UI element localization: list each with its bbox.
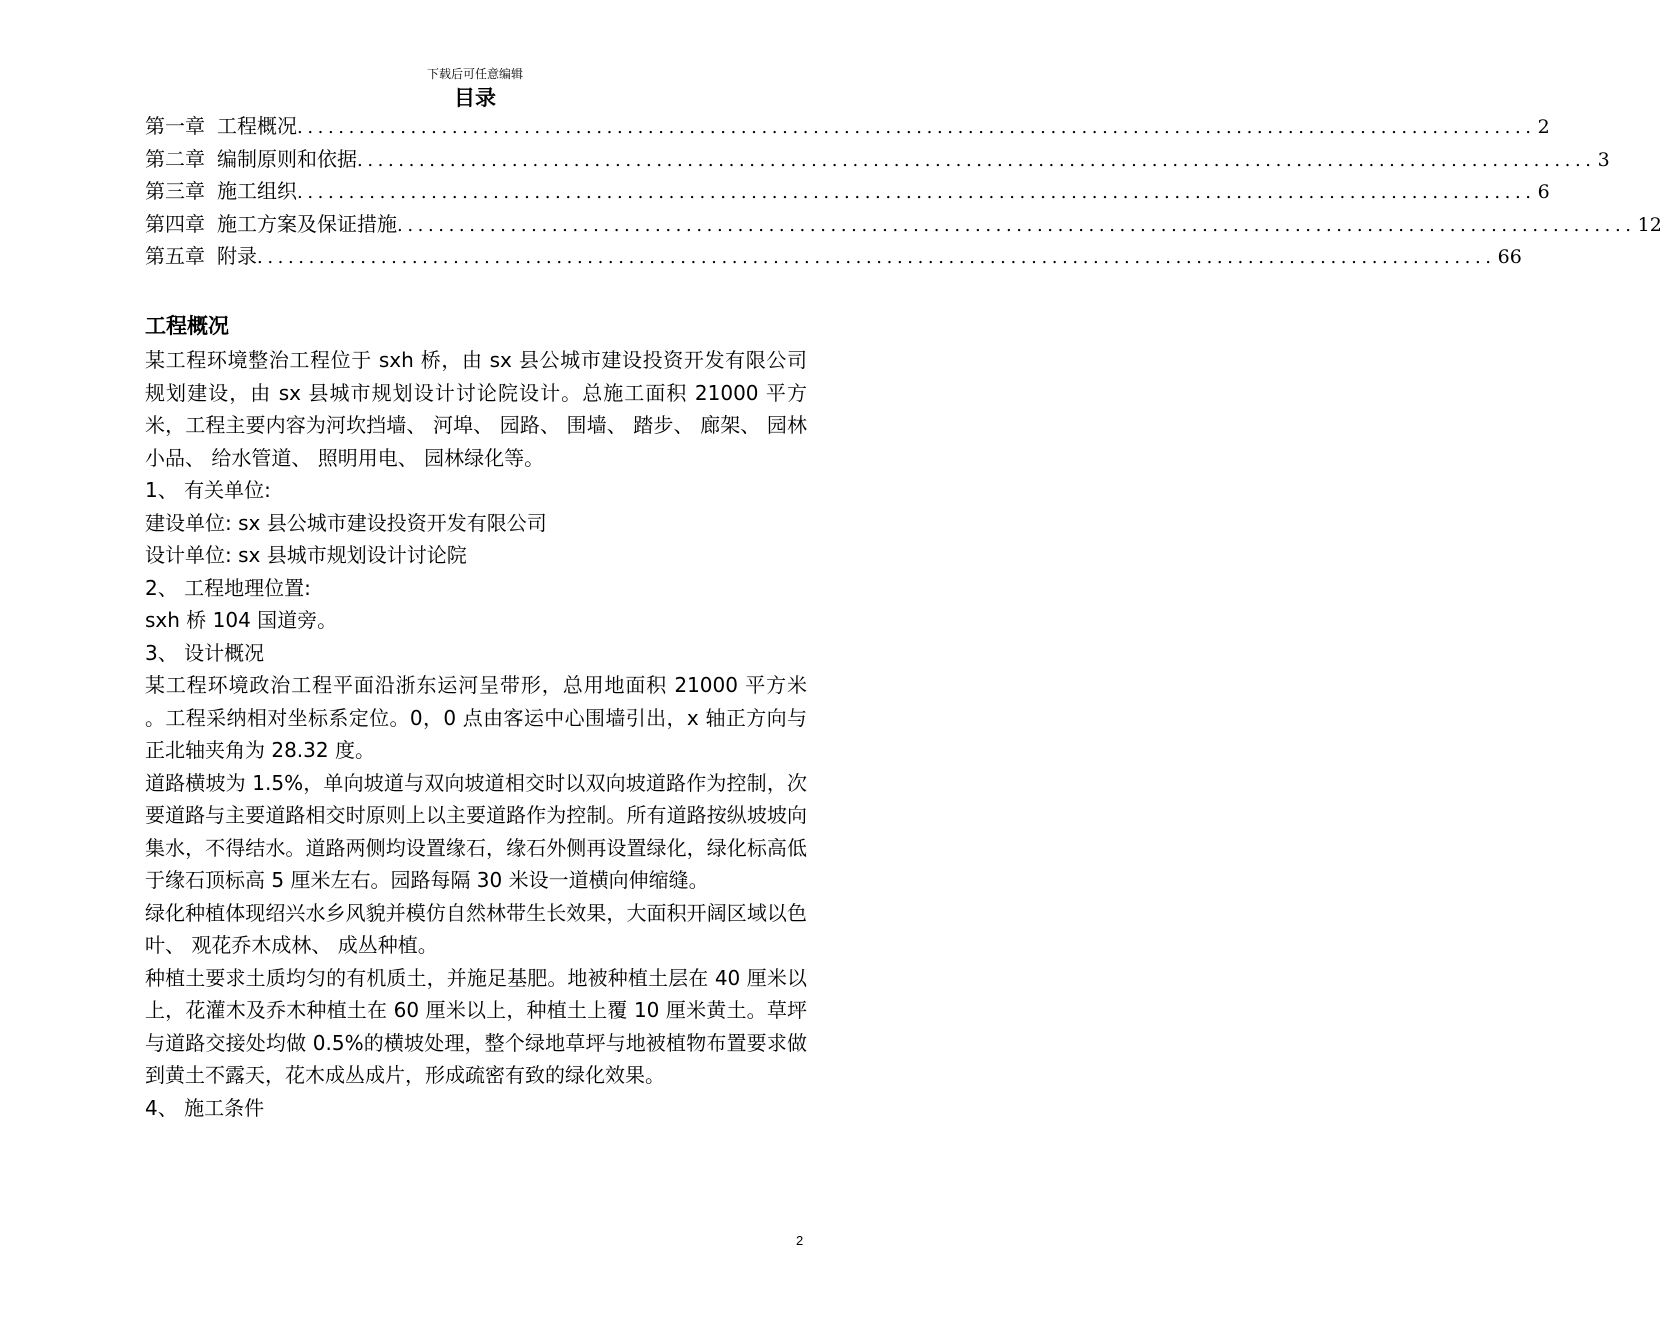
paragraph: 种植土要求土质均匀的有机质土，并施足基肥。地被种植土层在 40 厘米以上，花灌木及乔木种植土在 60 厘米以上，种植土上覆 10 厘米黄土。草坪与道路交接处均做 0.5%的横坡处理，整个绿地草坪与地被植物布置要求做到黄土不露天，花木成丛成片，形成疏密有致的绿化效果。	[145, 965, 807, 1087]
toc-leader-dots: ........................................................................................................................	[297, 117, 1536, 138]
toc-entry[interactable]	[145, 110, 1550, 143]
toc-name: 施工方案及保证措施	[217, 211, 397, 236]
section-heading: 工程概况	[145, 314, 229, 338]
header-note: 下载后可任意编辑	[426, 67, 523, 81]
toc-name: 附录	[217, 244, 257, 268]
table-of-contents	[145, 110, 1662, 273]
toc-leader-dots: ........................................................................................................................	[397, 214, 1636, 236]
section-body	[145, 310, 807, 1124]
toc-chapter: 第五章	[145, 244, 205, 268]
toc-name: 施工组织	[217, 179, 297, 203]
paragraph: 某工程环境整治工程位于 sxh 桥，由 sx 县公城市建设投资开发有限公司规划建设，由 sx 县城市规划设计讨论院设计。总施工面积 21000 平方米，工程主要内容为河坎挡墙、 河埠、 园路、 围墙、 踏步、 廊架、 园林小品、 给水管道、 照明用电、 园林绿化等。	[145, 348, 807, 470]
paragraph: sxh 桥 104 国道旁。	[145, 608, 338, 632]
toc-page: 66	[1497, 246, 1522, 268]
toc-chapter: 第二章	[145, 146, 205, 171]
paragraph: 2、 工程地理位置:	[145, 575, 311, 600]
toc-page: 2	[1537, 116, 1550, 138]
page-number: 2	[796, 1233, 804, 1248]
toc-chapter: 第三章	[145, 179, 205, 203]
paragraph: 3、 设计概况	[145, 640, 265, 665]
paragraph: 1、 有关单位:	[145, 478, 271, 502]
toc-entry[interactable]	[145, 208, 1662, 241]
toc-page: 3	[1597, 148, 1610, 171]
toc-title: 目录	[454, 86, 496, 110]
toc-entry[interactable]	[145, 175, 1550, 208]
paragraph: 4、 施工条件	[145, 1095, 265, 1120]
toc-name: 工程概况	[217, 114, 297, 138]
paragraph: 设计单位: sx 县城市规划设计讨论院	[145, 543, 467, 567]
paragraph: 绿化种植体现绍兴水乡风貌并模仿自然林带生长效果，大面积开阔区域以色叶、 观花乔木成林、 成丛种植。	[145, 900, 807, 957]
toc-entry[interactable]	[145, 240, 1522, 273]
paragraph: 某工程环境政治工程平面沿浙东运河呈带形，总用地面积 21000 平方米 。工程采纳相对坐标系定位。0，0 点由客运中心围墙引出，x 轴正方向与正北轴夹角为 28.32 度。	[145, 673, 807, 762]
toc-chapter: 第四章	[145, 211, 205, 236]
toc-entry[interactable]	[145, 143, 1610, 176]
toc-leader-dots: ........................................................................................................................	[297, 182, 1536, 203]
toc-leader-dots: ........................................................................................................................	[257, 247, 1496, 268]
toc-leader-dots: ........................................................................................................................	[357, 149, 1596, 171]
toc-page: 6	[1537, 181, 1550, 203]
paragraph: 道路横坡为 1.5%，单向坡道与双向坡道相交时以双向坡道路作为控制，次要道路与主要道路相交时原则上以主要道路作为控制。所有道路按纵坡坡向集水，不得结水。道路两侧均设置缘石，缘石外侧再设置绿化，绿化标高低于缘石顶标高 5 厘米左右。园路每隔 30 米设一道横向伸缩缝。	[145, 770, 807, 892]
paragraph: 建设单位: sx 县公城市建设投资开发有限公司	[145, 510, 547, 535]
toc-page: 12	[1637, 213, 1662, 236]
toc-chapter: 第一章	[145, 114, 205, 138]
toc-name: 编制原则和依据	[217, 146, 357, 171]
